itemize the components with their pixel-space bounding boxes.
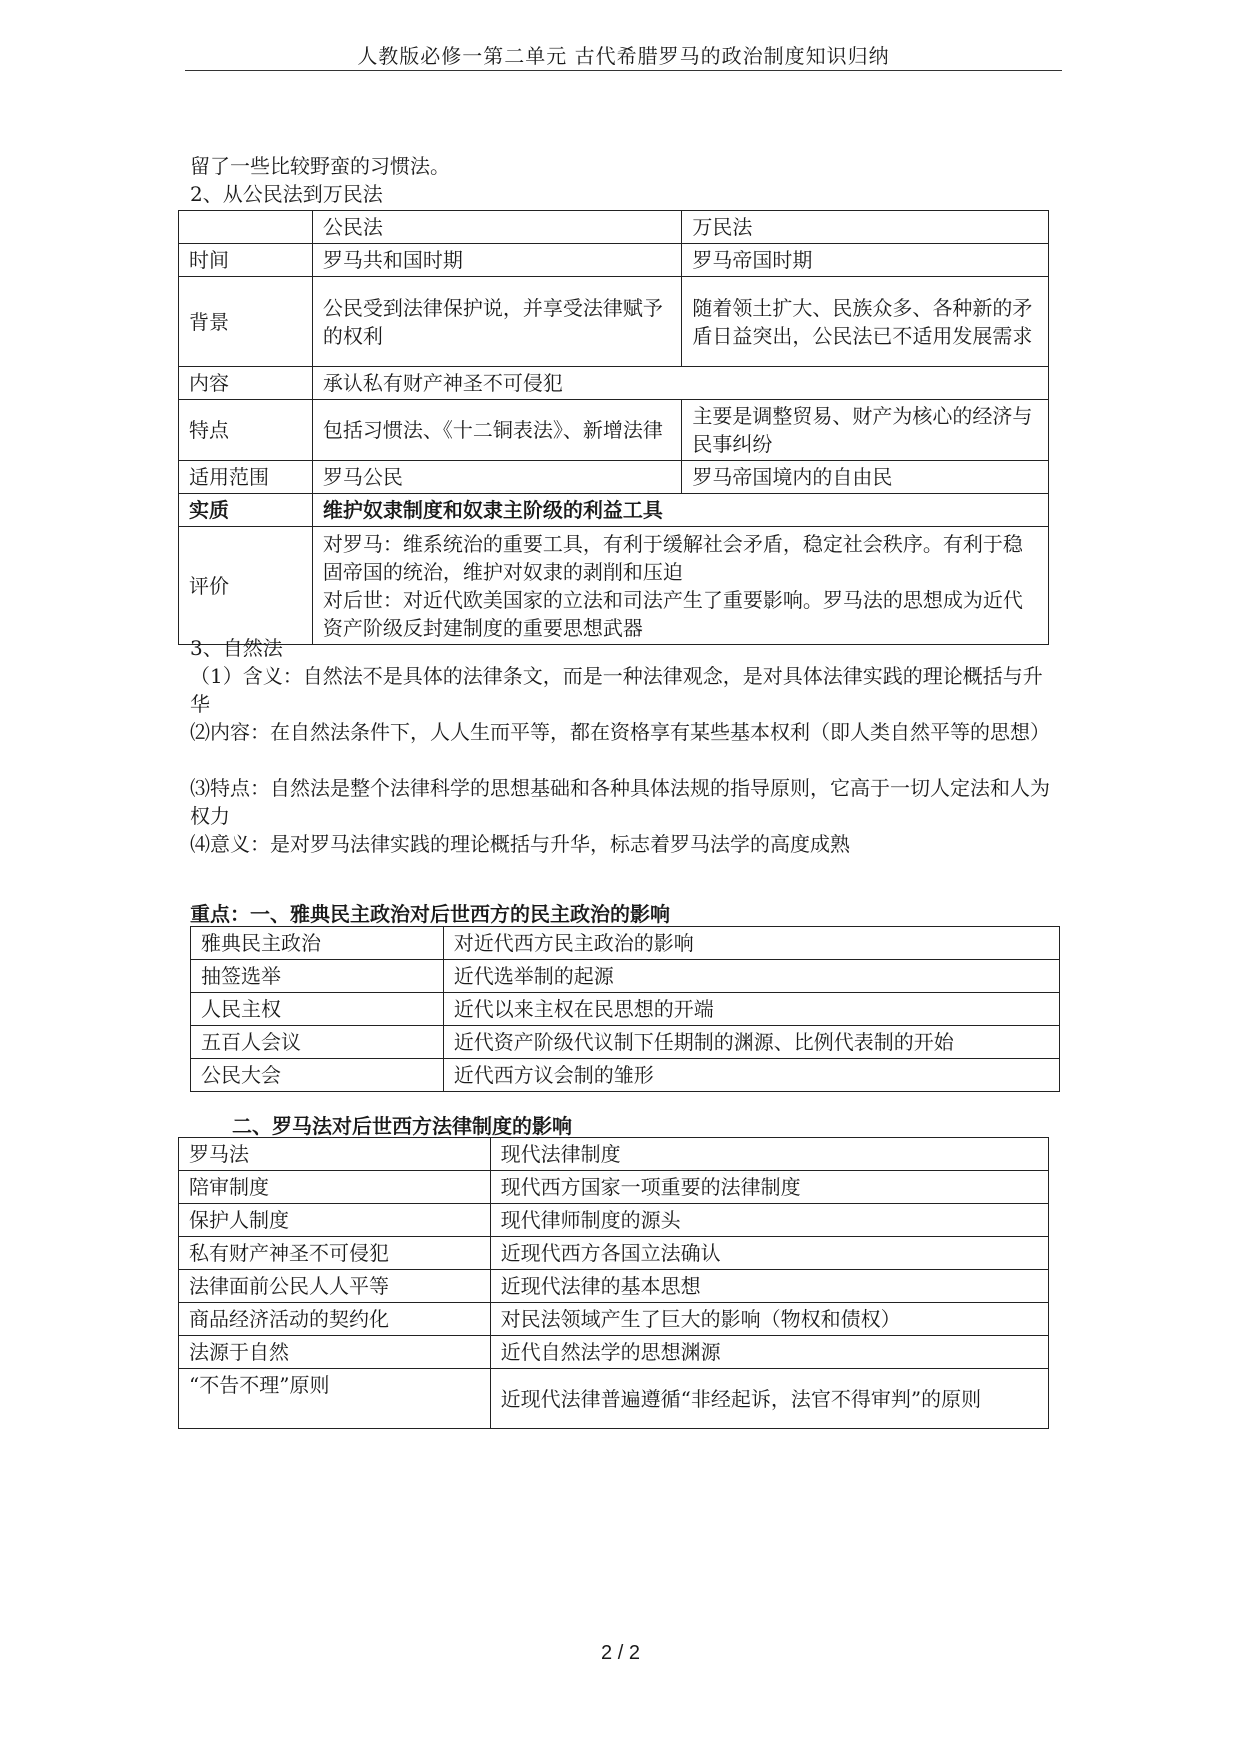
table-row: [179, 1336, 1049, 1369]
table-cell: 近代选举制的起源: [443, 960, 1059, 993]
table-cell: 主要是调整贸易、财产为核心的经济与民事纠纷: [682, 400, 1049, 461]
table-row: [179, 461, 1049, 494]
row-label: 内容: [179, 367, 313, 400]
table-cell: 陪审制度: [179, 1171, 491, 1204]
table-row: [191, 927, 1060, 960]
table-cell: [312, 527, 1048, 645]
table-cell: 罗马帝国境内的自由民: [682, 461, 1049, 494]
row-label: 时间: [179, 244, 313, 277]
table-row: [191, 993, 1060, 1026]
table-cell: 公民法: [312, 211, 682, 244]
table-cell: 现代西方国家一项重要的法律制度: [490, 1171, 1048, 1204]
table-row: [179, 1204, 1049, 1237]
table-row: [179, 527, 1049, 645]
roman-law-influence-table: [178, 1137, 1049, 1429]
table-row: [179, 211, 1049, 244]
table-cell: 私有财产神圣不可侵犯: [179, 1237, 491, 1270]
section3-item: （1）含义：自然法不是具体的法律条文，而是一种法律观念，是对具体法律实践的理论概括与升华: [190, 664, 1043, 716]
table-row: [179, 367, 1049, 400]
table-row: [179, 1270, 1049, 1303]
table-row: [179, 1369, 1049, 1429]
table-row: [179, 494, 1049, 527]
table-cell: 法源于自然: [179, 1336, 491, 1369]
table-row: [179, 277, 1049, 367]
table-cell: 包括习惯法、《十二铜表法》、新增法律: [312, 400, 682, 461]
table-row: [179, 1303, 1049, 1336]
header-rule: [185, 70, 1062, 71]
table-cell: 人民主权: [191, 993, 444, 1026]
table-cell: 法律面前公民人人平等: [179, 1270, 491, 1303]
table-cell: 保护人制度: [179, 1204, 491, 1237]
table-row: [191, 960, 1060, 993]
section3-item: ⑵内容：在自然法条件下，人人生而平等，都在资格享有某些基本权利（即人类自然平等的思想）: [190, 720, 1050, 744]
table-cell: 商品经济活动的契约化: [179, 1303, 491, 1336]
table-cell: 罗马共和国时期: [312, 244, 682, 277]
table-cell: 雅典民主政治: [191, 927, 444, 960]
row-label: 适用范围: [179, 461, 313, 494]
evaluation-rome: 对罗马：维系统治的重要工具，有利于缓解社会矛盾，稳定社会秩序。有利于稳固帝国的统治，维护对奴隶的剥削和压迫: [322, 531, 1023, 584]
table-cell: [179, 211, 313, 244]
table-cell: 随着领土扩大、民族众多、各种新的矛盾日益突出，公民法已不适用发展需求: [682, 277, 1049, 367]
page-header-title: 人教版必修一第二单元 古代希腊罗马的政治制度知识归纳: [357, 44, 890, 68]
table-row: [191, 1026, 1060, 1059]
table-cell: 近代资产阶级代议制下任期制的渊源、比例代表制的开始: [443, 1026, 1059, 1059]
table-cell: 近代以来主权在民思想的开端: [443, 993, 1059, 1026]
evaluation-later: 对后世：对近代欧美国家的立法和司法产生了重要影响。罗马法的思想成为近代资产阶级反封建制度的重要思想武器: [322, 587, 1023, 640]
section3-title: 3、自然法: [190, 636, 283, 660]
table-cell: 维护奴隶制度和奴隶主阶级的利益工具: [312, 494, 1048, 527]
table-cell: 近现代法律的基本思想: [490, 1270, 1048, 1303]
table-row: [179, 244, 1049, 277]
table-cell: 近现代西方各国立法确认: [490, 1237, 1048, 1270]
table-cell: 现代法律制度: [490, 1138, 1048, 1171]
table-cell: 承认私有财产神圣不可侵犯: [312, 367, 1048, 400]
table-cell: 现代律师制度的源头: [490, 1204, 1048, 1237]
row-label: 评价: [179, 527, 313, 645]
table-cell: “不告不理”原则: [179, 1369, 491, 1429]
intro-line: 留了一些比较野蛮的习惯法。: [190, 154, 450, 178]
athens-democracy-table: [190, 926, 1060, 1092]
table-cell: 万民法: [682, 211, 1049, 244]
page-number: 2 / 2: [601, 1642, 640, 1664]
table-cell: 五百人会议: [191, 1026, 444, 1059]
section3-item: ⑷意义：是对罗马法律实践的理论概括与升华，标志着罗马法学的高度成熟: [190, 832, 850, 856]
row-label: 实质: [179, 494, 313, 527]
table-cell: 罗马帝国时期: [682, 244, 1049, 277]
table-row: [191, 1059, 1060, 1092]
table-cell: 近代自然法学的思想渊源: [490, 1336, 1048, 1369]
section3-item: ⑶特点：自然法是整个法律科学的思想基础和各种具体法规的指导原则，它高于一切人定法和人为权力: [190, 776, 1050, 828]
table-cell: 罗马公民: [312, 461, 682, 494]
table-row: [179, 1138, 1049, 1171]
key1-heading: 重点：一、雅典民主政治对后世西方的民主政治的影响: [190, 902, 670, 926]
table-cell: 对近代西方民主政治的影响: [443, 927, 1059, 960]
table-row: [179, 1237, 1049, 1270]
table-cell: 近代西方议会制的雏形: [443, 1059, 1059, 1092]
table-cell: 公民受到法律保护说，并享受法律赋予的权利: [312, 277, 682, 367]
table-row: [179, 400, 1049, 461]
table-cell: 抽签选举: [191, 960, 444, 993]
table-row: [179, 1171, 1049, 1204]
table-cell: 公民大会: [191, 1059, 444, 1092]
section2-title: 2、从公民法到万民法: [190, 182, 383, 206]
table-cell: 罗马法: [179, 1138, 491, 1171]
table-cell: 近现代法律普遍遵循“非经起诉，法官不得审判”的原则: [490, 1369, 1048, 1429]
civil-vs-nations-law-table: [178, 210, 1049, 645]
table-cell: 对民法领域产生了巨大的影响（物权和债权）: [490, 1303, 1048, 1336]
row-label: 特点: [179, 400, 313, 461]
key2-heading: 二、罗马法对后世西方法律制度的影响: [232, 1114, 572, 1138]
row-label: 背景: [179, 277, 313, 367]
